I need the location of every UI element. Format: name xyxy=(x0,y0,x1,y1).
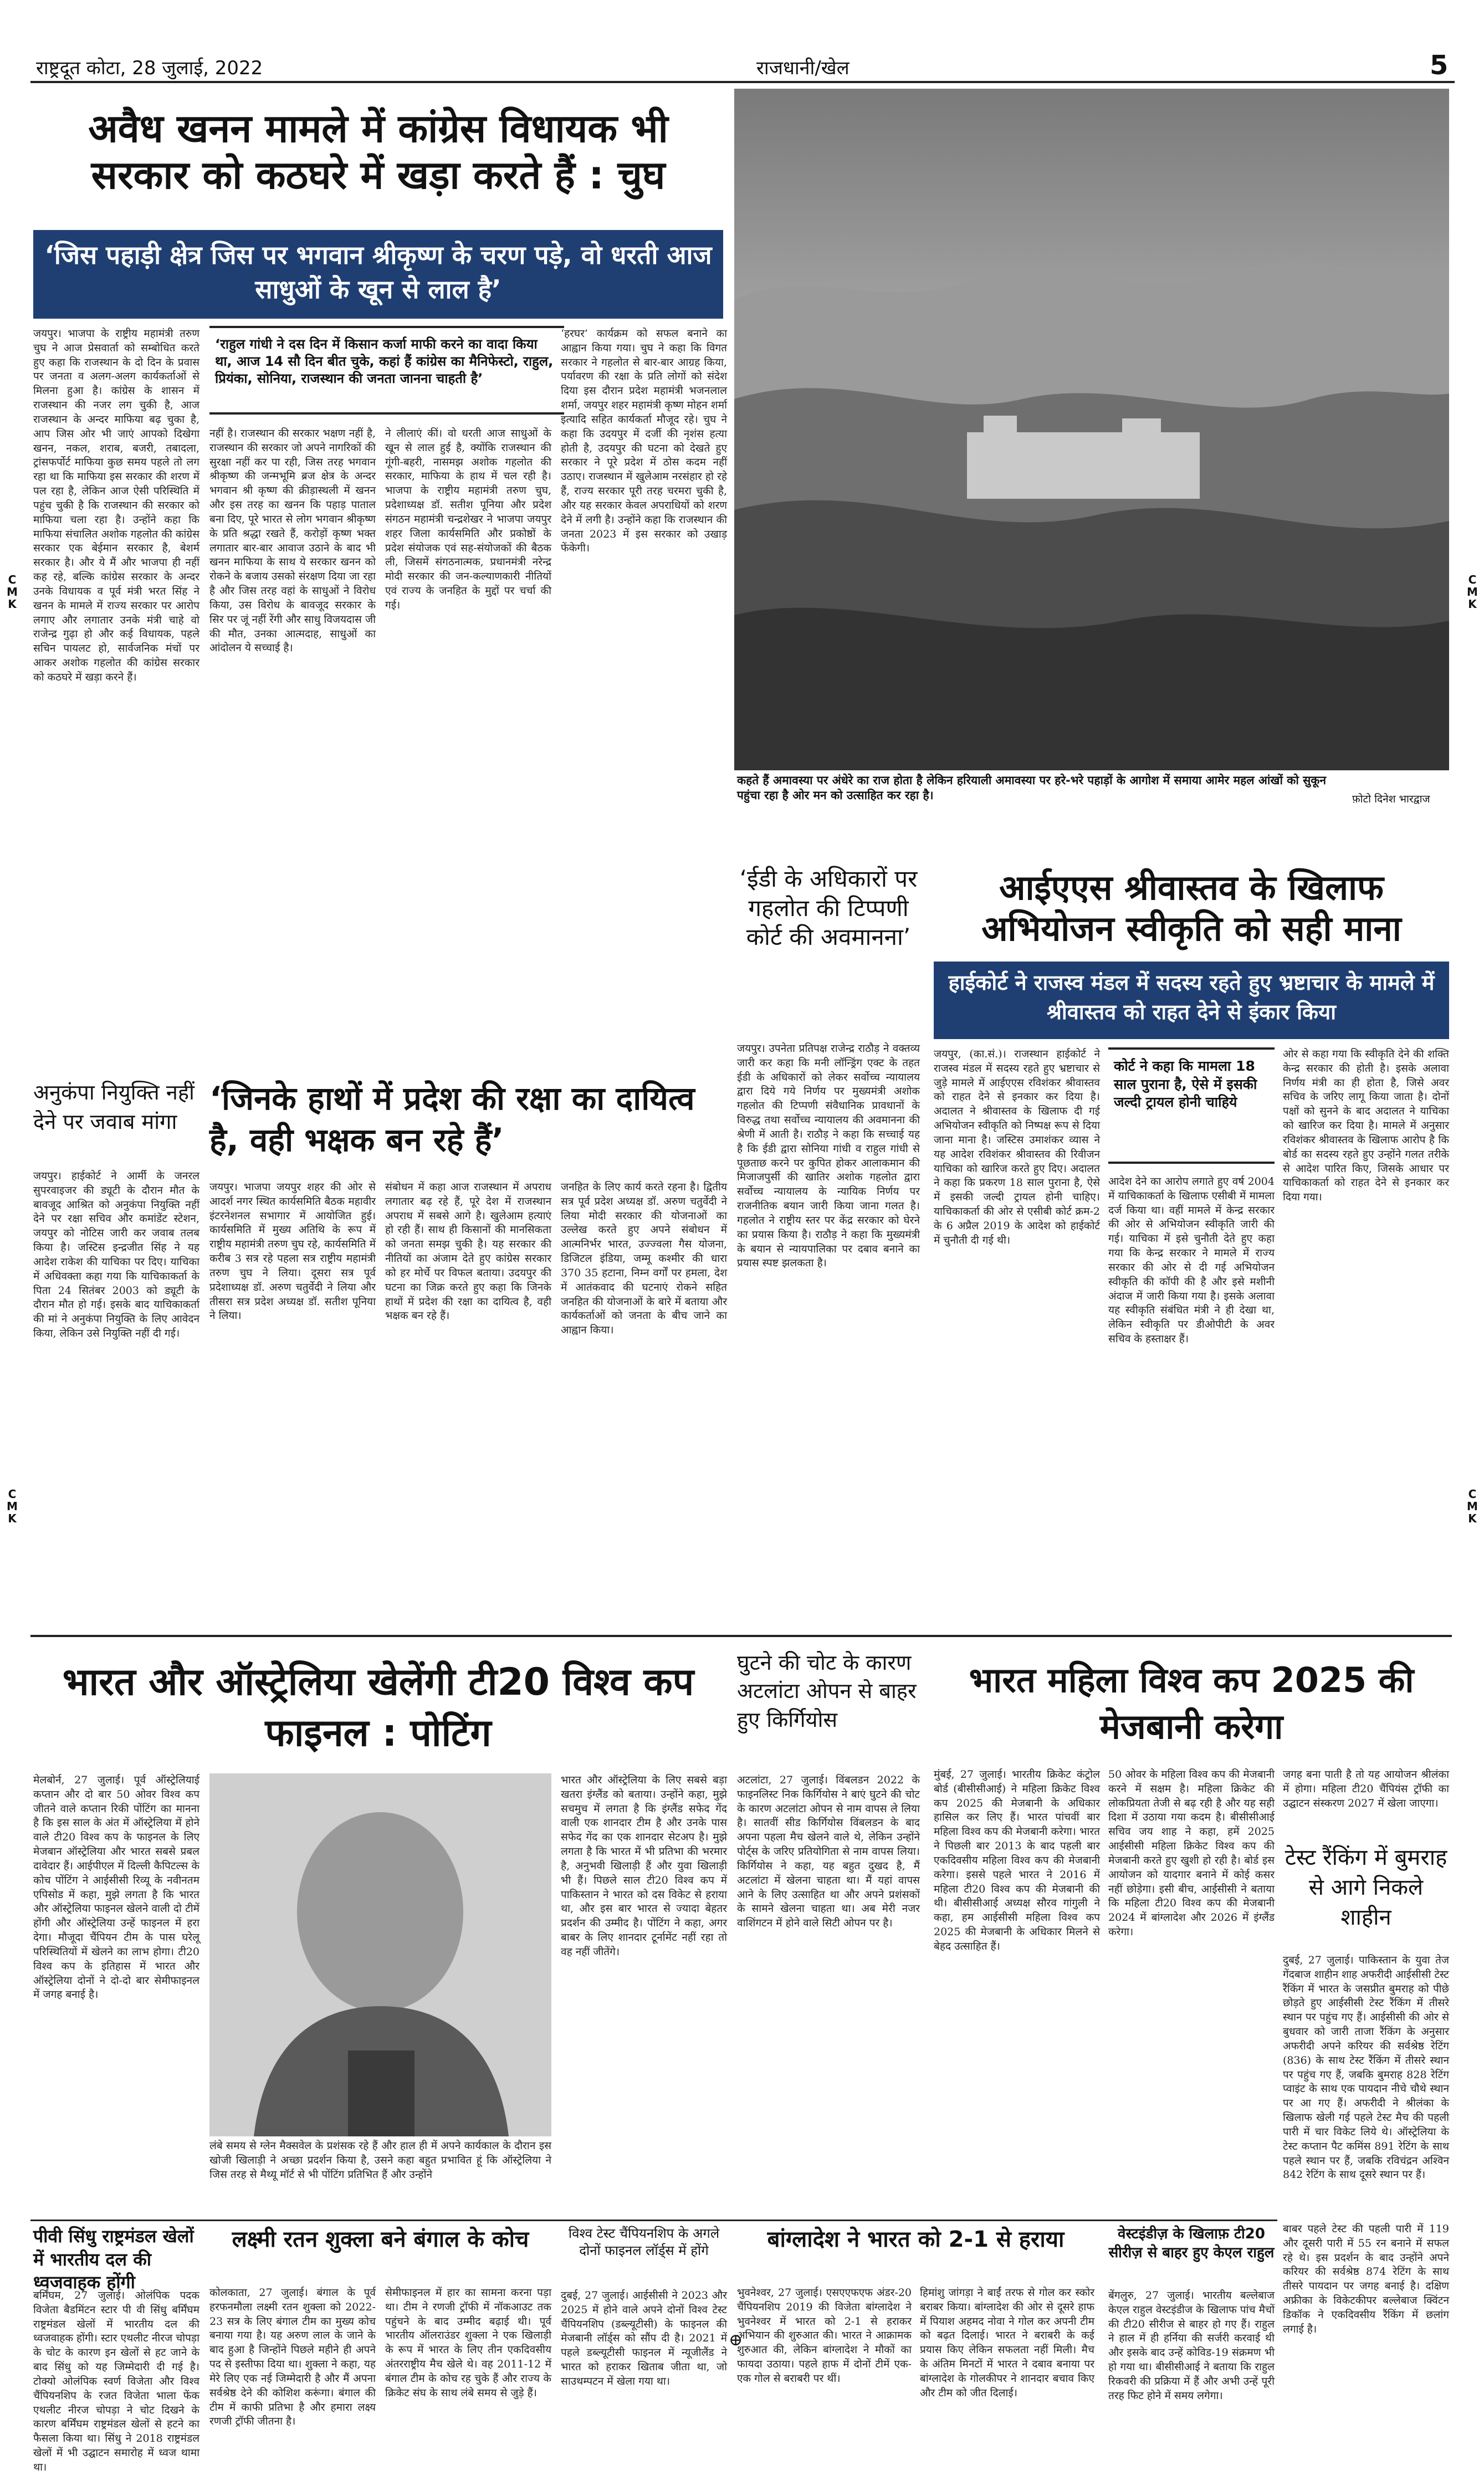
women-wc-body-col3: जगह बना पाती है तो यह आयोजन श्रीलंका में होगा। महिला टी20 चैंपियंस ट्रॉफी का उद्घाटन संस्करण 2027 में खेला जाएगा। xyxy=(1283,1768,1449,1809)
registration-mark: ⊕ xyxy=(729,2330,743,2350)
story1-body-col3: ने लीलाएं कीं। वो धरती आज साधुओं के खून से लाल हुई है, क्योंकि राजस्थान की गूंगी-बहरी, नासमझ अशोक गहलोत की सरकार, माफिया के हाथ में चल रही है। भाजपा के राष्ट्रीय महामंत्री तरुण चुघ, प्रदेशाध्यक्ष डॉ. सतीश पूनिया और प्रदेश संगठन महामंत्री चन्द्रशेखर ने भाजपा जयपुर शहर जिला कार्यसमिति और प्रकोष्ठों के प्रदेश संयोजक एवं सह-संयोजकों की बैठक ली, जिसमें संगठनात्मक, प्रधानमंत्री नरेन्द्र मोदी सरकार की जन-कल्याणकारी नीतियों एवं राज्य के जनहित के मुद्दों पर चर्चा की गई। xyxy=(385,427,551,611)
test-rank-headline: टेस्ट रैंकिंग में बुमराह से आगे निकले शाहीन xyxy=(1285,1845,1447,1930)
wtc-headline: विश्व टेस्ट चैंपियनशिप के अगले दोनों फाइनल लॉर्ड्स में होंगे xyxy=(568,2226,720,2259)
test-rank-body: दुबई, 27 जुलाई। पाकिस्तान के युवा तेज गेंदबाज शाहीन शाह अफरीदी आईसीसी टेस्ट रैंकिंग में भारत के जसप्रीत बुमराह को पीछे छोड़ते हुए आईसीसी टेस्ट रैंकिंग में तीसरे स्थान पर पहुंच गए हैं। आईसीसी की ओर से बुधवार को जारी ताजा रैंकिंग के अनुसार अफरीदी अपने करियर की सर्वश्रेष्ठ रेटिंग (836) के साथ टेस्ट रैंकिंग में तीसरे स्थान पर पहुंच गए हैं, जबकि बुमराह 828 रेटिंग प्वाइंट के साथ एक पायदान नीचे चौथे स्थान पर आ गए हैं। अफरीदी ने श्रीलंका के खिलाफ खेली गई पहले टेस्ट मैच की पहली पारी में चार विकेट लिये थे। ऑस्ट्रेलिया के टेस्ट कप्तान पैट कमिंस 891 रेटिंग के साथ पहले स्थान पर हैं, जबकि रविचंद्रन अश्विन 842 रेटिंग के साथ दूसरे स्थान पर हैं। xyxy=(1283,1954,1449,2181)
amer-palace-photo xyxy=(734,89,1449,770)
story1-body-col1: जयपुर। भाजपा के राष्ट्रीय महामंत्री तरुण चुघ ने आज प्रेसवार्ता को सम्बोधित करते हुए कहा कि राजस्थान के दो दिन के प्रवास पर जनता व अलग-अलग कार्यकर्ताओं से मिलना हुआ है। कांग्रेस के शासन में राजस्थान की नजर लग चुकी है, आज राजस्थान के अन्दर माफिया बढ़ चुका है, आप जिस ओर भी जाएं आपको दिखेगा खनन, नकल, शराब, बजरी, तबादला, ट्रांसफर्पोर्ट माफिया कुछ समय पहले तो लग रहा था कि माफिया इस सरकार की शरण में पल रहा है, लेकिन आज ऐसी परिस्थिति में पहुंच चुकी है कि राजस्थान की सरकार को माफिया चला रहा है। उन्होंने कहा कि माफिया संचालित अशोक गहलोत की कांग्रेस सरकार एक बेईमान सरकार है, बेशर्म सरकार है। और ये मैं और भाजपा ही नहीं कह रहे, बल्कि कांग्रेस सरकार के अन्दर उनके विधायक व पूर्व मंत्री भरत सिंह ने खनन के मामले में राज्य सरकार पर आरोप लगाए और लगातार उनके मंत्री चाहे वो राजेन्द्र गुढ़ा हो और कई विधायक, पहले सचिन पायलट हो, सार्वजनिक मंचों पर आकर अशोक गहलोत की कांग्रेस सरकार को कठघरे में खड़ा करने हैं। xyxy=(33,328,199,683)
bangladesh-headline: बांग्लादेश ने भारत को 2-1 से हराया xyxy=(767,2227,1065,2252)
landscape-illustration xyxy=(734,89,1449,770)
story1-body-col4: ‘हरघर’ कार्यक्रम को सफल बनाने का आह्वान किया गया। चुघ ने कहा कि विगत सरकार ने गहलोत से बार-बार आग्रह किया, पर्यावरण की रक्षा के प्रति लोगों को संदेश दिया इस दौरान प्रदेश महामंत्री भजनलाल शर्मा, जयपुर शहर महामंत्री कृष्ण मोहन शर्मा इत्यादि सहित कार्यकर्ता मौजूद रहे। चुघ ने कहा कि उदयपुर में दर्जी की नृशंस हत्या होती है, उदयपुर की घटना को देखते हुए सरकार ने पूरे प्रदेश में ठोस कदम नहीं उठाए। राजस्थान में खुलेआम नरसंहार हो रहे हैं, राज्य सरकार पूरी तरह चरमरा चुकी है, और यह सरकार केवल अपराधियों को शरण देने में लगी है। उन्होंने कहा कि राजस्थान की जनता 2023 में इस सरकार को उखाड़ फेंकेगी। xyxy=(561,328,727,555)
ias-body-col2: आदेश देने का आरोप लगाते हुए वर्ष 2004 में याचिकाकर्ता के खिलाफ एसीबी में मामला दर्ज किया था। वहीं मामले में केन्द्र सरकार की ओर से अभियोजन स्वीकृति जारी की गई। याचिका में इसे चुनौती देते हुए कहा गया कि केन्द्र सरकार ने मामले में राज्य सरकार की ओर से दी गई अभियोजन स्वीकृति की कॉपी की है और इसे मशीनी अंदाज में जारी किया गया है। इसके अलावा यह स्वीकृति संबंधित मंत्री ने ही देखा था, लेकिन स्वीकृति पर डीओपीटी के अवर सचिव के हस्ताक्षर हैं। xyxy=(1108,1175,1275,1346)
final-body-col3: भारत और ऑस्ट्रेलिया के लिए सबसे बड़ा खतरा इंग्लैंड को बताया। उन्होंने कहा, मुझे सचमुच में लगता है कि इंग्लैंड सफेद गेंद वाली एक शानदार टीम है और उनके पास सफेद गेंद का एक शानदार सेटअप है। मुझे लगता है कि भारत में भी प्रतिभा की भरमार है, अनुभवी खिलाड़ी हैं और युवा खिलाड़ी भी हैं। पिछले साल टी20 विश्व कप में पाकिस्तान ने भारत को दस विकेट से हराया था, और इस बार भारत से ज्यादा बेहतर प्रदर्शन की उम्मीद है। पोंटिंग ने कहा, अगर बाबर के लिए शानदार टूर्नामेंट नहीं रहा तो वह नहीं जीतेंगे। xyxy=(561,1774,727,1958)
page-number: 5 xyxy=(1430,50,1449,81)
story1-quote-bar: ‘जिस पहाड़ी क्षेत्र जिस पर भगवान श्रीकृष्ण के चरण पड़े, वो धरती आज साधुओं के खून से लाल है’ xyxy=(33,230,723,319)
wi-headline: वेस्टइंडीज़ के खिलाफ़ टी20 सीरीज़ से बाहर हुए केएल राहुल xyxy=(1108,2226,1275,2261)
photo-caption: कहते हैं अमावस्या पर अंधेरे का राज होता है लेकिन हरियाली अमावस्या पर हरे-भरे पहाड़ों के आगोश में समाया आमेर महल आंखों को सुकून पहुंचा रहा है ओर मन को उत्साहित कर रहा है। xyxy=(737,774,1327,802)
section-divider xyxy=(30,2220,1277,2221)
ias-body-col1: जयपुर, (का.सं.)। राजस्थान हाईकोर्ट ने राजस्व मंडल में सदस्य रहते हुए भ्रष्टाचार से जुड़े मामले में आईएएस रविशंकर श्रीवास्तव को राहत देने से इनकार कर दिया है। अदालत ने श्रीवास्तव के खिलाफ दी गई अभियोजन स्वीकृति को निष्पक्ष रूप से दिया जाना माना है। जस्टिस उमाशंकर व्यास ने यह आदेश रविशंकर श्रीवास्तव की रिवीजन याचिका को खारिज करते हुए दिए। अदालत ने कहा कि प्रकरण 18 साल पुराना है, ऐसे में इसकी जल्दी ट्रायल होनी चाहिए। याचिकाकर्ता की ओर से एसीबी कोर्ट क्रम-2 के 6 अप्रैल 2019 के आदेश को हाईकोर्ट में चुनौती दी गई थी। xyxy=(934,1048,1100,1246)
photo-credit: फ़ोटो दिनेश भारद्वाज xyxy=(1352,793,1430,805)
bhakshak-body-col2: संबोधन में कहा आज राजस्थान में अपराध लगातार बढ़ रहे हैं, पूरे देश में राजस्थान अपराध में सबसे आगे है। खुलेआम हत्याएं हो रही हैं। साथ ही किसानों की मानसिकता को जनता समझ चुकी है। यह सरकार की नीतियों का अंजाम देते हुए कांग्रेस सरकार को हर मोर्चे पर विफल बताया। उदयपुर की घटना का जिक्र करते हुए कहा कि जिनके हाथों में प्रदेश की रक्षा का दायित्व है, वही भक्षक बन रहे हैं। xyxy=(385,1181,551,1322)
ias-subheadline: हाईकोर्ट ने राजस्व मंडल में सदस्य रहते हुए भ्रष्टाचार के मामले में श्रीवास्तव को राहत देने से इंकार किया xyxy=(934,962,1449,1039)
ias-headline: आईएएस श्रीवास्तव के खिलाफ अभियोजन स्वीकृति को सही माना xyxy=(981,867,1401,949)
bhakshak-body-col1: जयपुर। भाजपा जयपुर शहर की ओर से आदर्श नगर स्थित कार्यसमिति बैठक महावीर इंटरनेशनल सभागार में आयोजित हुई। कार्यसमिति में मुख्य अतिथि के रूप में राष्ट्रीय महामंत्री तरुण चुघ रहे, कार्यसमिति में करीब 3 सत्र रहे पहला सत्र राष्ट्रीय महामंत्री तरुण चुघ ने लिया। दूसरा सत्र पूर्व प्रदेशाध्यक्ष डॉ. अरुण चतुर्वेदी ने लिया और तीसरा सत्र प्रदेश अध्यक्ष डॉ. सतीश पूनिया ने लिया। xyxy=(209,1181,376,1322)
person-portrait-illustration xyxy=(209,1773,551,2136)
anukampa-headline: अनुकंपा नियुक्ति नहीं देने पर जवाब मांगा xyxy=(33,1080,195,1134)
women-wc-body-col1: मुंबई, 27 जुलाई। भारतीय क्रिकेट कंट्रोल बोर्ड (बीसीसीआई) ने महिला क्रिकेट विश्व कप 2025 की मेजबानी के अधिकार हासिल कर लिए हैं। भारत पांचवीं बार महिला विश्व कप की मेजबानी करेगा। भारत ने पिछली बार 2013 के बाद पहली बार एकदिवसीय महिला विश्व कप की मेजबानी करेगा। इससे पहले भारत ने 2016 में महिला टी20 विश्व कप की मेजबानी की थी। बीसीसीआई अध्यक्ष सौरव गांगुली ने कहा, हम आईसीसी महिला विश्व कप 2025 की मेजबानी के अधिकार मिलने से बेहद उत्साहित हैं। xyxy=(934,1768,1100,1952)
ed-body: जयपुर। उपनेता प्रतिपक्ष राजेन्द्र राठौड़ ने वक्तव्य जारी कर कहा कि मनी लॉन्ड्रिंग एक्ट के तहत ईडी के अधिकारों को लेकर सर्वोच्च न्यायालय द्वारा दिये गये निर्णय पर मुख्यमंत्री अशोक गहलोत की टिप्पणी संवैधानिक प्रावधानों के विरुद्ध तथा सर्वोच्च न्यायालय की अवमानना की श्रेणी में आती है। राठौड़ ने कहा कि सच्चाई यह है कि ईडी द्वारा सोनिया गांधी व राहुल गांधी से पूछताछ करने पर कुपित होकर आलाकमान की मिजाजपुर्सी की खातिर अशोक गहलोत द्वारा सर्वोच्च न्यायालय के न्यायिक निर्णय पर राजनीतिक बयान जारी किया जाना गलत है। गहलोत ने राष्ट्रीय स्तर पर केंद्र सरकार को घेरने का प्रयास किया है। राठौड़ ने कहा कि मुख्यमंत्री के बयान से न्यायपालिका पर दबाव बनाने का प्रयास स्पष्ट झलकता है। xyxy=(737,1042,920,1270)
final-body-col2: लंबे समय से ग्लेन मैक्सवेल के प्रशंसक रहे हैं और हाल ही में अपने कार्यकाल के दौरान इस खोजी खिलाड़ी ने अच्छा प्रदर्शन किया है, उसने कहा बहुत प्रभावित हूं कि ऑस्ट्रेलिया ने जिस तरह से मैथ्यू मॉर्ट से भी पोंटिंग प्रतिभित हैं और उन्होंने xyxy=(209,2140,551,2181)
final-headline: भारत और ऑस्ट्रेलिया खेलेंगी टी20 विश्व कप फाइनल : पोटिंग xyxy=(62,1660,694,1755)
story1-headline: अवैध खनन मामले में कांग्रेस विधायक भी सरकार को कठघरे में खड़ा करते हैं : चुघ xyxy=(88,106,668,198)
section-label: राजधानी/खेल xyxy=(756,57,850,79)
dateline: राष्ट्रदूत कोटा, 28 जुलाई, 2022 xyxy=(36,57,263,79)
kyrgios-headline: घुटने की चोट के कारण अटलांटा ओपन से बाहर हुए किर्गियोस xyxy=(737,1650,917,1732)
story1-pull-quote: ‘राहुल गांधी ने दस दिन में किसान कर्जा माफी करने का वादा किया था, आज 14 सौ दिन बीत चुके, कहां हैं कांग्रेस का मैनिफेस्टो, राहुल, प्रियंका, सोनिया, राजस्थान की जनता जानना चाहती है’ xyxy=(209,326,564,415)
cmk-mark: C M K xyxy=(1467,1487,1478,1525)
wi-body-col2: बाबर पहले टेस्ट की पहली पारी में 119 और दूसरी पारी में 55 रन बनाने में सफल रहे थे। इस प्रदर्शन के बाद उन्होंने अपने करियर की सर्वश्रेष्ठ 874 रेटिंग के साथ तीसरे पायदान पर जगह बनाई है। दक्षिण अफ्रीका के विकेटकीपर बल्लेबाज क्विंटन डिकॉक ने एकदिवसीय रैंकिंग में छलांग लगाई है। xyxy=(1283,2223,1449,2335)
sindhu-body: बर्मिंघम, 27 जुलाई। ओलंपिक पदक विजेता बैडमिंटन स्टार पी वी सिंधु बर्मिंघम राष्ट्रमंडल खेलों में भारतीय दल की ध्वजवाहक होंगी। स्टार एथलीट नीरज चोपड़ा के चोट के कारण इन खेलों से हट जाने के बाद सिंधु को यह जिम्मेदारी दी गई है। टोक्यो ओलंपिक स्वर्ण विजेता और विश्व चैंपियनशिप के रजत विजेता भाला फेंक एथलीट नीरज चोपड़ा ने चोट दिखने के कारण बर्मिंघम राष्ट्रमंडल खेलों से हटने का फैसला किया था। सिंधु ने 2018 राष्ट्रमंडल खेलों में भी उद्घाटन समारोह में ध्वज थामा था। xyxy=(33,2289,199,2473)
kyrgios-body: अटलांटा, 27 जुलाई। विंबलडन 2022 के फाइनलिस्ट निक किर्गियोस ने बाएं घुटने की चोट के कारण अटलांटा ओपन से नाम वापस ले लिया है। सातवीं सीड किर्गियोस विंबलडन के बाद अपना पहला मैच खेलने वाले थे, लेकिन उन्होंने पोर्ट्स के जरिए प्रतियोगिता से नाम वापस लिया। किर्गियोस ने कहा, यह बहुत दुखद है, मैं अटलांटा में खेलना चाहता था। मैं यहां वापस आने के लिए उत्साहित था और अपने प्रशंसकों के सामने खेलना चाहता था। अब मेरी नजर वाशिंगटन में होने वाले सिटी ओपन पर है। xyxy=(737,1774,920,1930)
cmk-mark: C M K xyxy=(7,573,18,611)
wi-body: बेंगलुरु, 27 जुलाई। भारतीय बल्लेबाज केएल राहुल वेस्टइंडीज के खिलाफ पांच मैचों की टी20 सीरीज से बाहर हो गए हैं। राहुल ने हाल में ही हर्निया की सर्जरी करवाई थी और इसके बाद उन्हें कोविड-19 संक्रमण भी हो गया था। बीसीसीआई ने बताया कि राहुल रिकवरी की प्रक्रिया में हैं और अभी उन्हें पूरी तरह फिट होने में समय लगेगा। xyxy=(1108,2289,1275,2402)
section-divider xyxy=(30,1635,1452,1637)
story1-body-col2: नहीं है। राजस्थान की सरकार भक्षण नहीं है, राजस्थान की सरकार जो अपने नागरिकों की सुरक्षा नहीं कर पा रही, जिस तरह भगवान श्रीकृष्ण की जन्मभूमि ब्रज क्षेत्र के अन्दर भगवान श्री कृष्ण की क्रीड़ास्थली में खनन और इस तरह का खनन कि पहाड़ पाताल बना दिए, पूरे भारत से लोग भगवान श्रीकृष्ण के प्रति श्रद्धा रखते हैं, करोड़ों कृष्ण भक्त लगातार बार-बार आवाज उठाने के बाद भी खनन माफिया के साथ ये सरकार खनन को रोकने के बजाय उसको संरक्षण दिया जा रहा है और जिस तरह वहां के साधुओं ने विरोध किया, उस विरोध के बावजूद सरकार के सिर पर जूं नहीं रेंगी और साधु विजयदास जी की मौत, उनका आत्मदाह, साधुओं का आंदोलन ये सच्चाई है। xyxy=(209,427,376,654)
bangladesh-body-col1: भुवनेश्वर, 27 जुलाई। एसएएफएफ अंडर-20 चैंपियनशिप 2019 की विजेता बांग्लादेश ने भुवनेश्वर में भारत को 2-1 से हराकर अभियान की शुरुआत की। भारत ने आक्रामक शुरुआत की, लेकिन बांग्लादेश ने मौकों का फायदा उठाया। पहले हाफ में दोनों टीमें एक-एक गोल से बराबरी पर थीं। xyxy=(737,2287,912,2385)
sindhu-headline: पीवी सिंधु राष्ट्रमंडल खेलों में भारतीय दल की ध्वजवाहक होंगी xyxy=(33,2226,194,2293)
shukla-body-col1: कोलकाता, 27 जुलाई। बंगाल के पूर्व हरफनमौला लक्ष्मी रतन शुक्ला को 2022-23 सत्र के लिए बंगाल टीम का मुख्य कोच बनाया गया है। यह अरुण लाल के जाने के बाद हुआ है जिन्होंने पिछले महीने ही अपने पद से इस्तीफा दिया था। शुक्ला ने कहा, यह मेरे लिए एक नई जिम्मेदारी है और मैं अपना सर्वश्रेष्ठ देने की कोशिश करूंगा। बंगाल की टीम में काफी प्रतिभा है और हमारा लक्ष्य रणजी ट्रॉफी जीतना है। xyxy=(209,2287,376,2428)
wtc-body: दुबई, 27 जुलाई। आईसीसी ने 2023 और 2025 में होने वाले अपने दोनों विश्व टेस्ट चैंपियनशिप (डब्ल्यूटीसी) के फाइनल की मेजबानी लॉर्ड्स को सौंप दी है। 2021 में पहले डब्ल्यूटीसी फाइनल में न्यूजीलैंड ने भारत को हराकर खिताब जीता था, जो साउथम्पटन में खेला गया था। xyxy=(561,2289,727,2387)
ponting-photo xyxy=(209,1773,551,2136)
ias-highlight-box: कोर्ट ने कहा कि मामला 18 साल पुराना है, ऐसे में इसकी जल्दी ट्रायल होनी चाहिये xyxy=(1108,1047,1275,1164)
women-wc-body-col2: 50 ओवर के महिला विश्व कप की मेजबानी करने में सक्षम है। महिला क्रिकेट की लोकप्रियता तेजी से बढ़ रही है और यह सही दिशा में उठाया गया कदम है। बीसीसीआई सचिव जय शाह ने कहा, हमें 2025 आईसीसी महिला क्रिकेट विश्व कप की मेजबानी करते हुए खुशी हो रही है। बोर्ड इस आयोजन को यादगार बनाने में कोई कसर नहीं छोड़ेगा। इसी बीच, आईसीसी ने बताया कि महिला टी20 विश्व कप की मेजबानी 2024 में बांग्लादेश और 2026 में इंग्लैंड करेगा। xyxy=(1108,1768,1275,1939)
shukla-headline: लक्ष्मी रतन शुक्ला बने बंगाल के कोच xyxy=(232,2227,529,2252)
cmk-mark: C M K xyxy=(1467,573,1478,611)
ed-headline: ‘ईडी के अधिकारों पर गहलोत की टिप्पणी कोर्ट की अवमानना’ xyxy=(739,865,918,950)
bhakshak-headline: ‘जिनके हाथों में प्रदेश की रक्षा का दायित्व है, वही भक्षक बन रहे हैं’ xyxy=(209,1080,695,1159)
women-wc-headline: भारत महिला विश्व कप 2025 की मेजबानी करेगा xyxy=(969,1660,1414,1747)
ias-body-col3: ओर से कहा गया कि स्वीकृति देने की शक्ति केन्द्र सरकार की होती है। इसके अलावा निर्णय मंत्री का ही होता है, जिसे अवर सचिव के जरिए लागू किया जाता है। दोनों पक्षों को सुनने के बाद अदालत ने याचिका को खारिज कर दिया है। मामले में अनुसार रविशंकर श्रीवास्तव के खिलाफ आरोप है कि बोर्ड का सदस्य रहते हुए उन्होंने गलत तरीके से आदेश पारित किए, जिसके आधार पर याचिकाकर्ता को राहत देने से इनकार कर दिया गया। xyxy=(1283,1048,1449,1204)
anukampa-body: जयपुर। हाईकोर्ट ने आर्मी के जनरल सुपरवाइजर की ड्यूटी के दौरान मौत के बावजूद आश्रित को अनुकंपा नियुक्ति नहीं देने पर रक्षा सचिव और कमांडेंट स्टेशन, जयपुर को नोटिस जारी कर जवाब तलब किया है। जस्टिस इन्द्रजीत सिंह ने यह आदेश राकेश की याचिका पर दिए। याचिका में अधिवक्ता कहा गया कि याचिकाकर्ता के पिता 24 सितंबर 2003 को ड्यूटी के दौरान मौत हो गई। इसके बाद याचिकाकर्ता की मां ने अनुकंपा नियुक्ति के लिए आवेदन किया, लेकिन उसे नियुक्ति नहीं दी गई। xyxy=(33,1170,199,1340)
bangladesh-body-col2: हिमांशु जांगड़ा ने बाईं तरफ से गोल कर स्कोर बराबर किया। बांग्लादेश की ओर से दूसरे हाफ में पियाश अहमद नोवा ने गोल कर अपनी टीम को बढ़त दिलाई। भारत ने बराबरी के कई प्रयास किए लेकिन सफलता नहीं मिली। मैच के अंतिम मिनटों में भारत ने दबाव बनाया पर बांग्लादेश के गोलकीपर ने शानदार बचाव किए और टीम को जीत दिलाई। xyxy=(920,2287,1094,2399)
masthead-bar xyxy=(30,50,1455,83)
final-body-col1: मेलबोर्न, 27 जुलाई। पूर्व ऑस्ट्रेलियाई कप्तान और दो बार 50 ओवर विश्व कप जीतने वाले कप्तान रिकी पोंटिंग का मानना है कि इस साल के अंत में ऑस्ट्रेलिया में होने वाले टी20 विश्व कप के फाइनल के लिए मेजबान ऑस्ट्रेलिया और भारत सबसे प्रबल दावेदार हैं। आईपीएल में दिल्ली कैपिटल्स के कोच पोंटिंग ने आईसीसी रिव्यू के नवीनतम एपिसोड में कहा, मुझे लगता है कि भारत और ऑस्ट्रेलिया फाइनल खेलने वाली दो टीमें होंगी और ऑस्ट्रेलिया उन्हें फाइनल में हरा देगा। मौजूदा चैंपियन टीम के पास घरेलू परिस्थितियों में खेलने का लाभ होगा। टी20 विश्व कप के इतिहास में भारत और ऑस्ट्रेलिया दोनों ने दो-दो बार सेमीफाइनल में जगह बनाई है। xyxy=(33,1774,199,2001)
shukla-body-col2: सेमीफाइनल में हार का सामना करना पड़ा था। टीम ने रणजी ट्रॉफी में नॉकआउट तक पहुंचने के बाद उम्मीद बढ़ाई थी। पूर्व भारतीय ऑलराउंडर शुक्ला ने एक खिलाड़ी के रूप में भारत के लिए तीन एकदिवसीय अंतरराष्ट्रीय मैच खेले थे। वह 2011-12 में बंगाल टीम के कोच रह चुके हैं और राज्य के क्रिकेट संघ के साथ लंबे समय से जुड़े हैं। xyxy=(385,2287,551,2399)
cmk-mark: C M K xyxy=(7,1487,18,1525)
bhakshak-body-col3: जनहित के लिए कार्य करते रहना है। द्वितीय सत्र पूर्व प्रदेश अध्यक्ष डॉ. अरुण चतुर्वेदी ने लिया मोदी सरकार की योजनाओं का उल्लेख करते हुए अपने संबोधन में आत्मनिर्भर भारत, उज्ज्वला गैस योजना, डिजिटल इंडिया, जम्मू कश्मीर की धारा 370 35 हटाना, निम्न वर्गों पर हमला, देश में आतंकवाद की घटनाएं रोकने सहित जनहित की योजनाओं के बारे में बताया और कार्यकर्ताओं को जनता के बीच जाने का आह्वान किया। xyxy=(561,1181,727,1337)
